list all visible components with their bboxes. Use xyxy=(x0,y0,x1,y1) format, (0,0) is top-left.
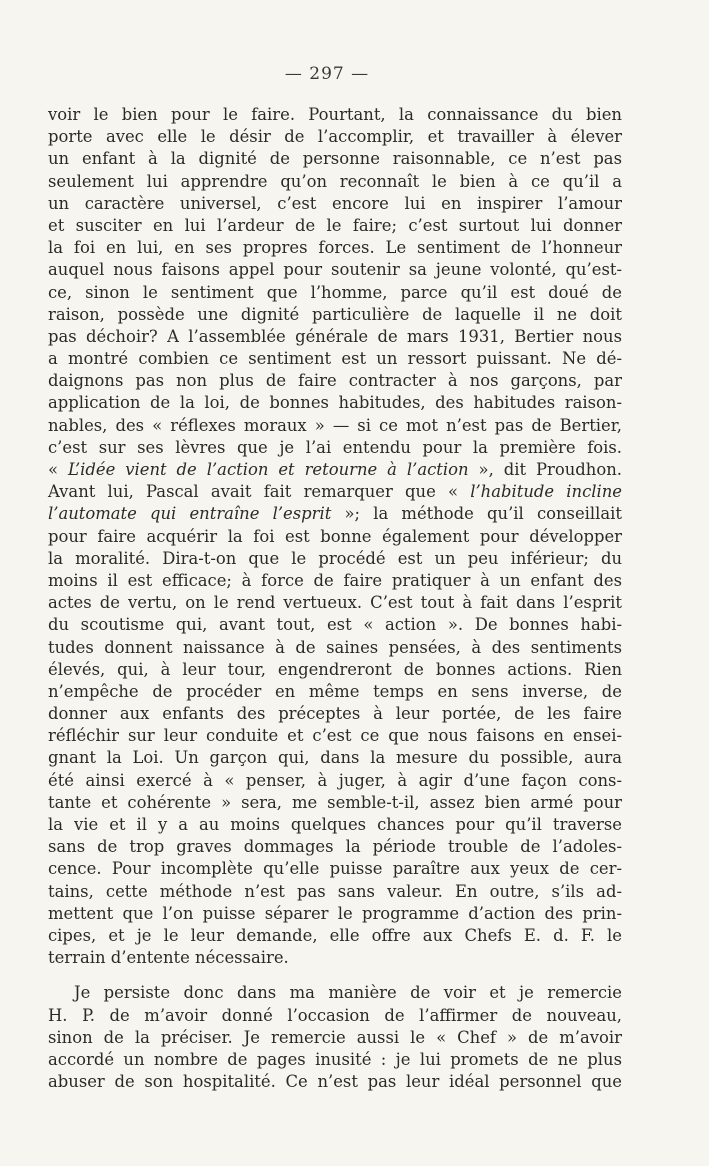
text-run: la moralité. Dira-t-on que le procédé est un peu inférieur; du xyxy=(48,548,622,568)
text-run: tudes donnent naissance à de saines pensées, à des sentiments xyxy=(48,637,622,657)
text-line xyxy=(48,982,622,1004)
text-line xyxy=(48,348,622,370)
text-line xyxy=(48,947,622,969)
text-line xyxy=(48,392,622,414)
text-line xyxy=(48,570,622,592)
page-number: — 297 — xyxy=(284,64,370,84)
text-run: nables, des « réflexes moraux » — si ce mot n’est pas de Bertier, xyxy=(48,415,622,435)
text-line xyxy=(48,858,622,880)
text-line xyxy=(48,637,622,659)
text-run: la foi en lui, en ses propres forces. Le sentiment de l’honneur xyxy=(48,238,622,258)
text-run: daignons pas non plus de faire contracter à nos garçons, par xyxy=(48,371,622,391)
text-run: voir le bien pour le faire. Pourtant, la connaissance du bien xyxy=(48,105,622,124)
text-run: porte avec elle le désir de l’accomplir, et travailler à élever xyxy=(48,127,622,147)
text-line xyxy=(48,370,622,392)
text-run: actes de vertu, on le rend vertueux. C’est tout à fait dans l’esprit xyxy=(48,593,622,613)
text-line xyxy=(48,459,622,481)
italic-quote: l’automate qui entraîne l’esprit xyxy=(48,504,332,524)
text-run: sinon de la préciser. Je remercie aussi le « Chef » de m’avoir xyxy=(48,1027,622,1047)
text-run: »; la méthode qu’il conseillait xyxy=(331,504,622,524)
text-line xyxy=(48,1005,622,1027)
text-line xyxy=(48,592,622,614)
body-text xyxy=(48,104,622,1093)
text-line xyxy=(48,792,622,814)
text-line xyxy=(48,1049,622,1071)
text-line xyxy=(48,614,622,636)
text-run: moins il est efficace; à force de faire pratiquer à un enfant des xyxy=(48,570,622,590)
text-line xyxy=(48,548,622,570)
text-run: cipes, et je le leur demande, elle offre aux Chefs E. d. F. le xyxy=(48,925,622,945)
text-line xyxy=(48,503,622,525)
text-line xyxy=(48,836,622,858)
text-line xyxy=(48,237,622,259)
text-run: Avant lui, Pascal avait fait remarquer que « xyxy=(48,482,471,502)
text-run: application de la loi, de bonnes habitudes, des habitudes raison- xyxy=(48,393,622,413)
text-run: et susciter en lui l’ardeur de le faire; c’est surtout lui donner xyxy=(48,215,622,235)
text-line xyxy=(48,925,622,947)
text-run: tante et cohérente » sera, me semble-t-il, assez bien armé pour xyxy=(48,792,622,812)
text-run: réfléchir sur leur conduite et c’est ce que nous faisons en ensei- xyxy=(48,726,622,746)
text-line xyxy=(48,437,622,459)
text-line xyxy=(48,282,622,304)
text-line xyxy=(48,725,622,747)
italic-quote: l’habitude incline xyxy=(470,482,623,502)
text-run: pour faire acquérir la foi est bonne également pour développer xyxy=(48,526,622,546)
text-run: un caractère universel, c’est encore lui en inspirer l’amour xyxy=(48,193,622,213)
text-run: c’est sur ses lèvres que je l’ai entendu pour la première fois. xyxy=(48,437,622,457)
italic-quote: L’idée vient de l’action et retourne à l’action xyxy=(68,460,469,479)
text-run: », dit Proudhon. xyxy=(468,460,622,479)
text-line xyxy=(48,681,622,703)
text-line xyxy=(48,1027,622,1049)
text-run: abuser de son hospitalité. Ce n’est pas leur idéal personnel que xyxy=(48,1072,622,1092)
text-line xyxy=(48,814,622,836)
text-run: donner aux enfants des préceptes à leur portée, de les faire xyxy=(48,704,622,724)
text-line xyxy=(48,171,622,193)
text-run: H. P. de m’avoir donné l’occasion de l’affirmer de nouveau, xyxy=(48,1005,622,1025)
text-run: un enfant à la dignité de personne raisonnable, ce n’est pas xyxy=(48,149,622,169)
text-line xyxy=(48,659,622,681)
text-run: terrain d’entente nécessaire. xyxy=(48,948,289,968)
text-run: sans de trop graves dommages la période trouble de l’adoles- xyxy=(48,837,622,857)
paragraph-gap xyxy=(48,969,622,982)
text-line xyxy=(48,259,622,281)
text-run: auquel nous faisons appel pour soutenir sa jeune volonté, qu’est- xyxy=(48,260,622,280)
text-run: élevés, qui, à leur tour, engendreront de bonnes actions. Rien xyxy=(48,659,622,679)
text-run: raison, possède une dignité particulière de laquelle il ne doit xyxy=(48,304,622,324)
text-run: gnant la Loi. Un garçon qui, dans la mesure du possible, aura xyxy=(48,748,622,768)
text-line xyxy=(48,215,622,237)
text-run: a montré combien ce sentiment est un ressort puissant. Ne dé- xyxy=(48,349,622,369)
text-line xyxy=(48,304,622,326)
text-line xyxy=(48,415,622,437)
text-run: accordé un nombre de pages inusité : je lui promets de ne plus xyxy=(48,1049,622,1069)
text-line xyxy=(48,770,622,792)
text-run: n’empêche de procéder en même temps en sens inverse, de xyxy=(48,681,622,701)
text-line xyxy=(48,1071,622,1093)
text-run: été ainsi exercé à « penser, à juger, à agir d’une façon cons- xyxy=(48,770,622,790)
text-line xyxy=(48,193,622,215)
text-line xyxy=(48,881,622,903)
text-line xyxy=(48,326,622,348)
text-line xyxy=(48,526,622,548)
text-run: la vie et il y a au moins quelques chances pour qu’il traverse xyxy=(48,815,622,834)
text-line xyxy=(48,104,622,126)
text-line xyxy=(48,148,622,170)
text-run: mettent que l’on puisse séparer le programme d’action des prin- xyxy=(48,903,622,923)
text-run: ce, sinon le sentiment que l’homme, parce qu’il est doué de xyxy=(48,282,622,302)
text-run: cence. Pour incomplète qu’elle puisse paraître aux yeux de cer- xyxy=(48,859,622,879)
text-run: du scoutisme qui, avant tout, est « action ». De bonnes habi- xyxy=(48,615,622,635)
text-run: « xyxy=(48,460,68,479)
text-line xyxy=(48,903,622,925)
text-line xyxy=(48,703,622,725)
text-run: pas déchoir? A l’assemblée générale de mars 1931, Bertier nous xyxy=(48,326,622,346)
text-line xyxy=(48,747,622,769)
text-run: Je persiste donc dans ma manière de voir et je remercie xyxy=(74,983,622,1003)
text-line xyxy=(48,126,622,148)
text-line xyxy=(48,481,622,503)
text-run: seulement lui apprendre qu’on reconnaît le bien à ce qu’il a xyxy=(48,171,622,191)
text-run: tains, cette méthode n’est pas sans valeur. En outre, s’ils ad- xyxy=(48,881,622,901)
